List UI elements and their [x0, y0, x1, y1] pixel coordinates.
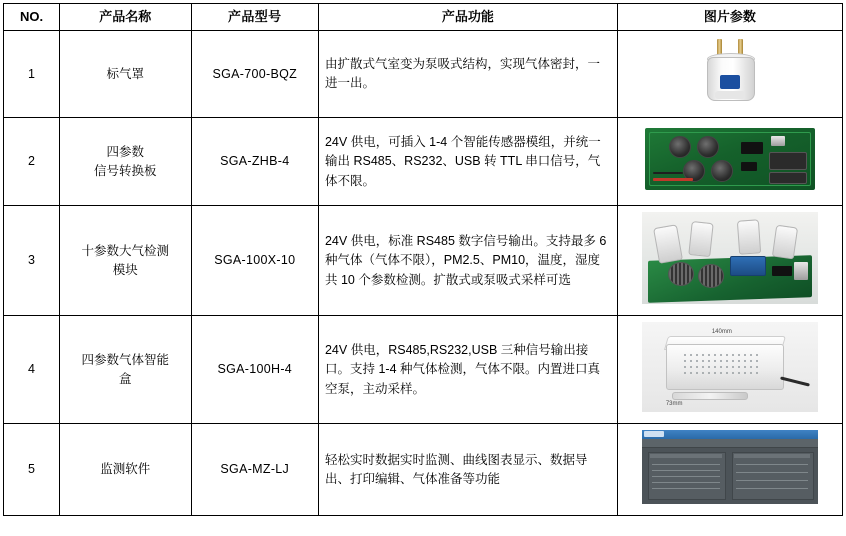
table-header: [4, 4, 843, 31]
multi-parameter-module-photo: [642, 212, 818, 304]
software-grid-row: [736, 480, 808, 481]
pm-sensor-icon: [730, 256, 766, 276]
serial-port-icon: [769, 172, 807, 184]
sensor-socket-icon: [669, 136, 691, 158]
row-name-line: 模块: [112, 262, 138, 277]
dimension-width-label: 140mm: [711, 328, 732, 335]
row-model: SGA-100X-10: [191, 206, 318, 316]
software-grid-header: [734, 454, 810, 458]
table-row: [4, 118, 843, 206]
ic-chip-icon: [741, 142, 763, 154]
row-name-line: 标气罩: [106, 66, 145, 81]
table-row: [4, 424, 843, 516]
product-specification-table: [3, 3, 843, 516]
software-title-bar: [642, 430, 818, 439]
sensor-mesh-icon: [668, 262, 694, 286]
row-model: SGA-MZ-LJ: [191, 424, 318, 516]
header-no: NO.: [4, 4, 60, 31]
ic-chip-icon: [741, 162, 757, 171]
row-name-line: 四参数: [106, 144, 145, 159]
row-name-line: 盒: [119, 371, 132, 386]
row-no: 3: [4, 206, 60, 316]
row-name: [60, 206, 192, 316]
row-name-line: 四参数气体智能: [81, 352, 170, 367]
row-no: 2: [4, 118, 60, 206]
row-image: [617, 316, 842, 424]
sensor-socket-icon: [697, 136, 719, 158]
crystal-icon: [771, 136, 785, 146]
ic-chip-icon: [772, 266, 792, 276]
table-body: [4, 31, 843, 516]
dimension-height-label: 73mm: [665, 400, 683, 407]
sensor-socket-icon: [711, 160, 733, 182]
row-name: [60, 424, 192, 516]
header-image: 图片参数: [617, 4, 842, 31]
smart-gas-box-photo: [642, 322, 818, 412]
software-grid-row: [736, 464, 808, 465]
vent-grid-icon: [682, 352, 762, 378]
sensor-cup-icon: [772, 224, 798, 259]
power-wire-icon: [653, 178, 693, 181]
sampling-probe-icon: [672, 392, 748, 400]
row-name: [60, 118, 192, 206]
row-function: 24V 供电，可插入 1-4 个智能传感器模组，并统一输出 RS485、RS232、USB 转 TTL 串口信号，气体不限。: [318, 118, 617, 206]
row-function: 由扩散式气室变为泵吸式结构，实现气体密封，一进一出。: [318, 31, 617, 118]
monitoring-software-screenshot: [642, 430, 818, 504]
row-image: [617, 118, 842, 206]
row-function: 24V 供电，标准 RS485 数字信号输出。支持最多 6 种气体（气体不限），PM2.5、PM10，温度，湿度共 10 个参数检测。扩散式或泵吸式采样可选: [318, 206, 617, 316]
software-grid-header: [650, 454, 722, 458]
connector-icon: [794, 262, 808, 280]
software-grid-row: [652, 482, 720, 483]
software-grid-row: [652, 470, 720, 471]
row-name-line: 十参数大气检测: [81, 243, 170, 258]
hood-base-icon: [715, 91, 745, 99]
software-title-text: [644, 431, 664, 437]
hood-label-icon: [720, 75, 740, 89]
table-header-row: [4, 4, 843, 31]
row-no: 4: [4, 316, 60, 424]
table-row: [4, 316, 843, 424]
ground-wire-icon: [653, 172, 683, 174]
row-no: 5: [4, 424, 60, 516]
header-model: 产品型号: [191, 4, 318, 31]
table-row: [4, 31, 843, 118]
row-name: [60, 31, 192, 118]
row-function: 轻松实时数据实时监测、曲线图表显示、数据导出、打印编辑、气体准备等功能: [318, 424, 617, 516]
row-name-line: 监测软件: [100, 462, 151, 477]
row-model: SGA-ZHB-4: [191, 118, 318, 206]
row-no: 1: [4, 31, 60, 118]
row-name: [60, 316, 192, 424]
converter-board-photo: [645, 128, 815, 190]
software-right-panel: [732, 452, 814, 500]
row-model: SGA-700-BQZ: [191, 31, 318, 118]
header-name: 产品名称: [60, 4, 192, 31]
software-grid-row: [652, 464, 720, 465]
row-image: [617, 31, 842, 118]
usb-port-icon: [769, 152, 807, 170]
row-name-line: 信号转换板: [94, 163, 157, 178]
software-grid-row: [736, 488, 808, 489]
row-model: SGA-100H-4: [191, 316, 318, 424]
sensor-mesh-icon: [698, 264, 724, 288]
row-image: [617, 206, 842, 316]
software-grid-row: [652, 488, 720, 489]
gas-hood-photo: [687, 35, 773, 107]
row-function: 24V 供电，RS485,RS232,USB 三种信号输出接口。支持 1-4 种气体检测，气体不限。内置进口真空泵，主动采样。: [318, 316, 617, 424]
software-toolbar: [642, 439, 818, 448]
sensor-cup-icon: [688, 221, 713, 257]
software-grid-row: [652, 476, 720, 477]
table-row: [4, 206, 843, 316]
software-grid-row: [736, 472, 808, 473]
header-function: 产品功能: [318, 4, 617, 31]
row-image: [617, 424, 842, 516]
sensor-cup-icon: [737, 219, 761, 254]
